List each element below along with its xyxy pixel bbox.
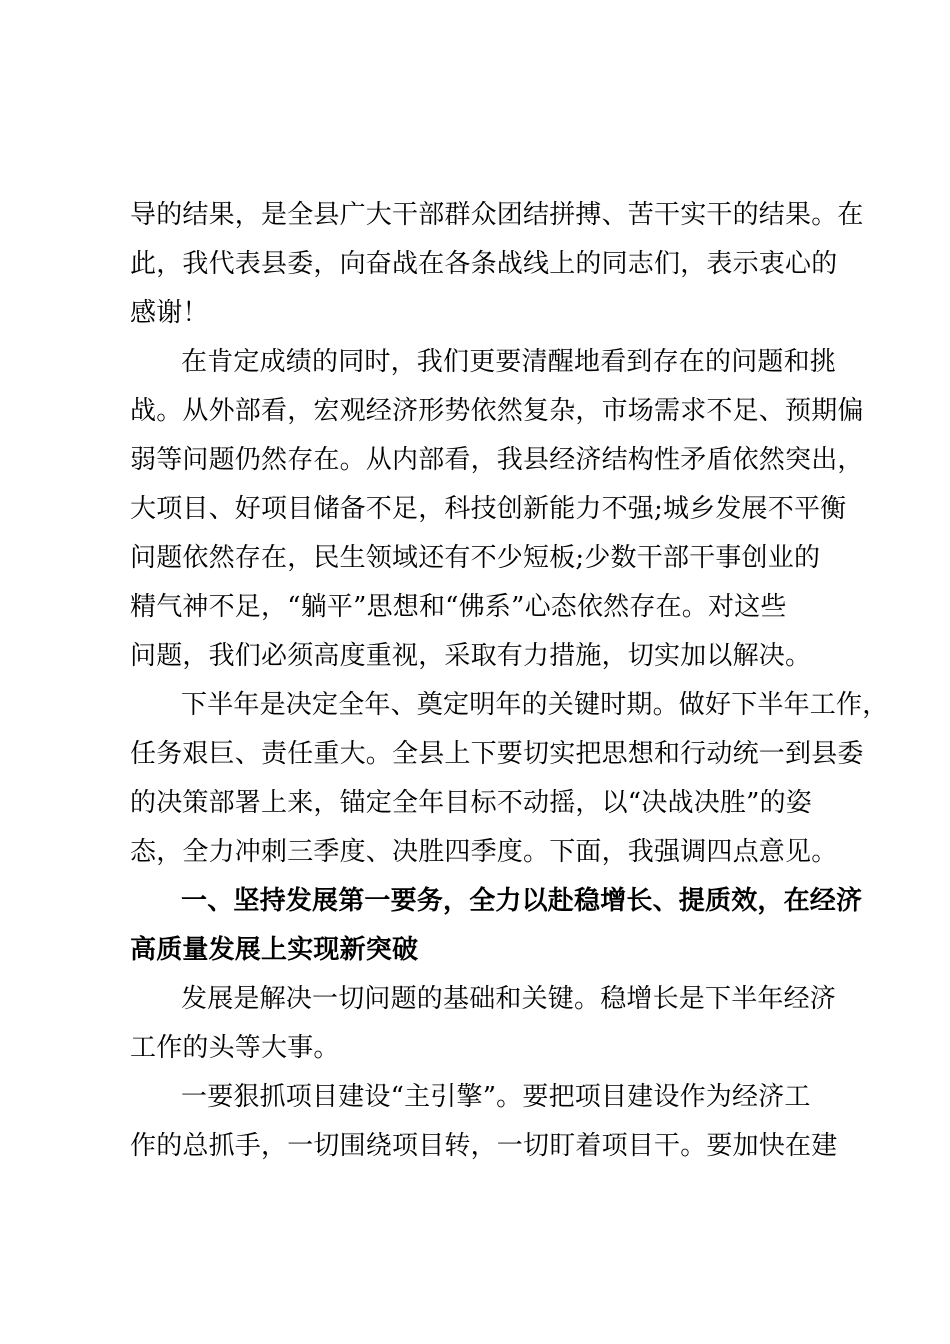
paragraph-3-line-4: 态，全力冲刺三季度、决胜四季度。下面，我强调四点意见。 (130, 837, 838, 867)
paragraph-3-line-1: 下半年是决定全年、奠定明年的关键时期。做好下半年工作， (181, 690, 889, 720)
paragraph-1-line-2: 此，我代表县委，向奋战在各条战线上的同志们，表示衷心的 (130, 249, 838, 279)
paragraph-2-line-4: 大项目、好项目储备不足，科技创新能力不强;城乡发展不平衡 (130, 494, 847, 524)
paragraph-1-line-1: 导的结果，是全县广大干部群众团结拼搏、苦干实干的结果。在 (130, 200, 864, 230)
section-heading-line-2: 高质量发展上实现新突破 (130, 935, 419, 965)
paragraph-2-line-7: 问题，我们必须高度重视，采取有力措施，切实加以解决。 (130, 641, 812, 671)
paragraph-3-line-2: 任务艰巨、责任重大。全县上下要切实把思想和行动统一到县委 (130, 739, 864, 769)
paragraph-2-line-2: 战。从外部看，宏观经济形势依然复杂，市场需求不足、预期偏 (130, 396, 864, 426)
paragraph-5-line-1: 一要狠抓项目建设“主引擎”。要把项目建设作为经济工 (181, 1082, 811, 1112)
paragraph-3-line-3: 的决策部署上来，锚定全年目标不动摇，以“决战决胜”的姿 (130, 788, 812, 818)
paragraph-2-line-5: 问题依然存在，民生领域还有不少短板;少数干部干事创业的 (130, 543, 821, 573)
paragraph-5-line-2: 作的总抓手，一切围绕项目转，一切盯着项目干。要加快在建 (130, 1131, 838, 1161)
paragraph-2-line-3: 弱等问题仍然存在。从内部看，我县经济结构性矛盾依然突出， (130, 445, 864, 475)
paragraph-4-line-2: 工作的头等大事。 (130, 1033, 340, 1063)
section-heading-line-1: 一、坚持发展第一要务，全力以赴稳增长、提质效，在经济 (181, 886, 863, 916)
paragraph-2-line-1: 在肯定成绩的同时，我们更要清醒地看到存在的问题和挑 (181, 347, 837, 377)
paragraph-4-line-1: 发展是解决一切问题的基础和关键。稳增长是下半年经济 (181, 984, 837, 1014)
paragraph-2-line-6: 精气神不足，“躺平”思想和“佛系”心态依然存在。对这些 (130, 592, 787, 622)
paragraph-1-line-3: 感谢！ (130, 298, 209, 328)
